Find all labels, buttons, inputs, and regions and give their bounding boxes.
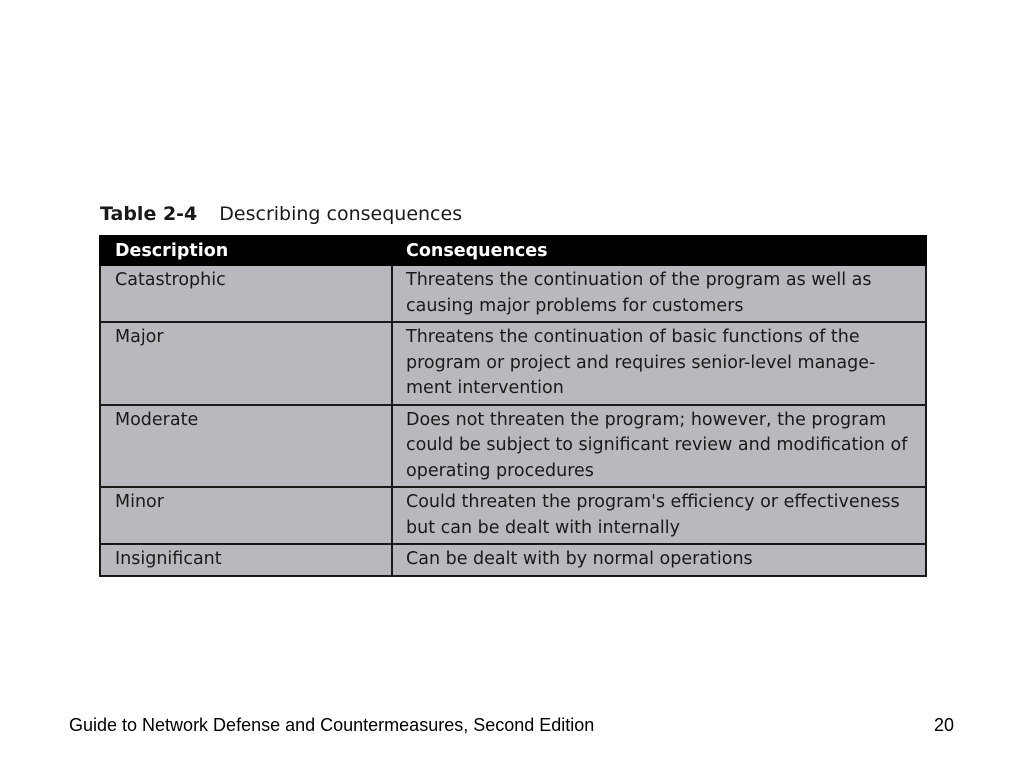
table-caption-number: Table 2-4 xyxy=(100,203,198,225)
table-caption-title: Describing consequences xyxy=(219,203,463,225)
column-header-description: Description xyxy=(100,236,392,265)
table-header-row xyxy=(100,236,926,265)
table-row xyxy=(100,544,926,576)
description-cell: Catastrophic xyxy=(100,265,392,322)
table-row xyxy=(100,487,926,544)
table-row xyxy=(100,265,926,322)
footer-book-title: Guide to Network Defense and Countermeasures, Second Edition xyxy=(69,715,595,735)
consequences-cell: Threatens the continuation of basic functions of the program or project and requires senior-level manage-ment intervention xyxy=(392,322,926,405)
consequences-table-wrapper xyxy=(99,235,925,577)
footer-page-number: 20 xyxy=(933,715,954,735)
consequences-cell: Does not threaten the program; however, the program could be subject to significant review and modification of operating procedures xyxy=(392,405,926,488)
table-row xyxy=(100,322,926,405)
consequences-table xyxy=(99,235,927,577)
column-header-consequences: Consequences xyxy=(392,236,926,265)
table-caption xyxy=(100,203,462,225)
consequences-cell: Could threaten the program's efficiency or effectiveness but can be dealt with internally xyxy=(392,487,926,544)
table-row xyxy=(100,405,926,488)
description-cell: Insignificant xyxy=(100,544,392,576)
consequences-cell: Threatens the continuation of the program as well as causing major problems for customers xyxy=(392,265,926,322)
consequences-cell: Can be dealt with by normal operations xyxy=(392,544,926,576)
description-cell: Moderate xyxy=(100,405,392,488)
description-cell: Minor xyxy=(100,487,392,544)
description-cell: Major xyxy=(100,322,392,405)
